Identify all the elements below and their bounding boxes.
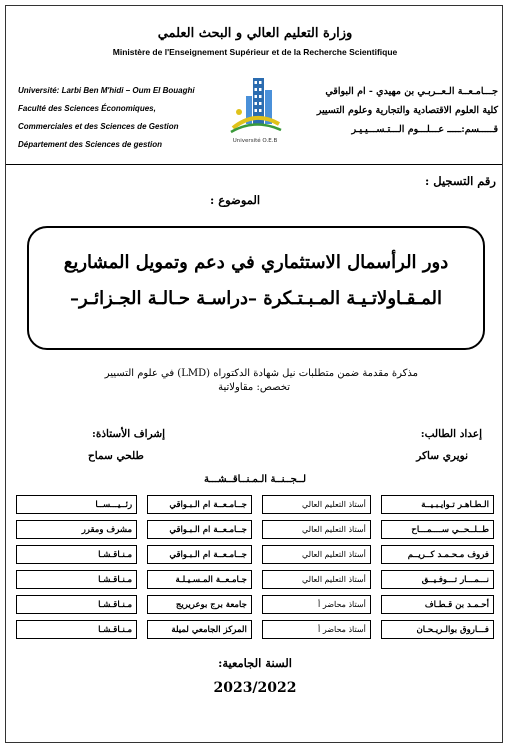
thesis-title-box — [27, 226, 485, 350]
cell-gap — [371, 620, 381, 639]
cell-gap — [252, 620, 262, 639]
committee-member-name: طــلــحــي ســــمـــاح — [381, 520, 494, 539]
cell-gap — [371, 595, 381, 614]
committee-row — [16, 495, 494, 514]
committee-university: جامعة برج بوعريريج — [147, 595, 251, 614]
committee-university: جــامـعــة ام الـبـواقي — [147, 520, 251, 539]
university-info-arabic — [298, 86, 498, 143]
prepared-by-label: إعداد الطالب: — [420, 428, 482, 440]
committee-role: مـنـاقـشـا — [16, 570, 137, 589]
committee-label: لــجــنــة الـمـنــاقــشـــة — [203, 474, 307, 485]
university-name-fr: Université: Larbi Ben M'hidi – Oum El Bouaghi — [18, 86, 195, 95]
thesis-title-line-1: دور الرأسمال الاستثماري في دعم وتمويل المشاريع — [63, 252, 449, 273]
cell-gap — [371, 520, 381, 539]
ministry-arabic: وزارة التعليم العالي و البحث العلمي — [157, 26, 353, 41]
academic-year-label: السنة الجامعية: — [218, 656, 292, 670]
committee-rank: أستاذ التعليم العالي — [262, 495, 371, 514]
faculty-name-fr-2: Commerciales et des Sciences de Gestion — [18, 122, 179, 131]
committee-member-name: أحـمـد بن قـطـاف — [381, 595, 494, 614]
committee-university: جــامـعــة ام الـبـواقي — [147, 495, 251, 514]
committee-rank: أستاذ محاضر أ — [262, 620, 371, 639]
cell-gap — [252, 520, 262, 539]
cell-gap — [137, 545, 147, 564]
faculty-name-fr: Faculté des Sciences Économiques, — [18, 104, 156, 113]
cell-gap — [252, 495, 262, 514]
academic-year: 2023/2022 — [213, 680, 297, 696]
university-logo-icon — [225, 72, 285, 152]
committee-university: جــامـعــة ام الـبـواقي — [147, 545, 251, 564]
cell-gap — [137, 595, 147, 614]
department-name-fr: Département des Sciences de gestion — [18, 140, 163, 149]
committee-rank: أستاذ محاضر أ — [262, 595, 371, 614]
committee-university: جـامـعــة المـسـيـلـة — [147, 570, 251, 589]
committee-row — [16, 520, 494, 539]
committee-role: رئــيـــســا — [16, 495, 137, 514]
cell-gap — [371, 570, 381, 589]
thesis-description: مذكرة مقدمة ضمن متطلبات نيل شهادة الدكتوراه (LMD) في علوم التسيير — [104, 368, 418, 379]
committee-rank: أستاذ التعليم العالي — [262, 520, 371, 539]
faculty-name-ar: كلية العلوم الاقتصادية والتجارية وعلوم التسيير — [316, 105, 498, 116]
header-divider — [6, 164, 502, 165]
logo-text: Université O.E.B — [232, 138, 278, 144]
university-name-ar: جـــامـعــة الـعــربـي بن مهيدي - ام البواقي — [325, 86, 498, 97]
committee-member-name: فـــاروق بوالـريـحـان — [381, 620, 494, 639]
ministry-french: Ministère de l'Enseignement Supérieur et de la Recherche Scientifique — [112, 47, 398, 57]
cell-gap — [371, 545, 381, 564]
cell-gap — [137, 620, 147, 639]
committee-rank: أستاذ التعليم العالي — [262, 570, 371, 589]
thesis-specialty: تخصص: مقاولاتية — [218, 382, 290, 393]
committee-rank: أستاذ التعليم العالي — [262, 545, 371, 564]
student-name: نويري ساكر — [416, 450, 468, 462]
registration-number-label: رقم التسجيل : — [425, 174, 496, 188]
cell-gap — [252, 595, 262, 614]
committee-row — [16, 620, 494, 639]
subject-label: الموضوع : — [210, 193, 261, 207]
committee-member-name: الـطـاهـر تـوايـبـيــة — [381, 495, 494, 514]
committee-row — [16, 595, 494, 614]
committee-role: مـنـاقـشـا — [16, 545, 137, 564]
cell-gap — [371, 495, 381, 514]
committee-university: المركز الجامعي لميلة — [147, 620, 251, 639]
committee-role: مـنـاقـشـا — [16, 595, 137, 614]
cell-gap — [137, 570, 147, 589]
cell-gap — [137, 495, 147, 514]
committee-table — [16, 495, 494, 645]
department-name-ar: قـــــسم:ـــــ عـــلـــوم الـــتـســـيـيـر — [351, 124, 498, 135]
committee-row — [16, 545, 494, 564]
thesis-title-line-2: المـقـاولاتـيـة المـبـتـكرة –دراسـة حـالـة الجـزائـر– — [69, 288, 443, 309]
cell-gap — [252, 570, 262, 589]
committee-row — [16, 570, 494, 589]
supervisor-label: إشراف الأستاذة: — [92, 428, 166, 440]
cell-gap — [137, 520, 147, 539]
committee-member-name: فروف مـحـمـد كــريــم — [381, 545, 494, 564]
committee-member-name: نـــمـــار تـــوفـيــق — [381, 570, 494, 589]
supervisor-name: طلحي سماح — [88, 450, 144, 462]
university-info-french — [18, 86, 218, 158]
cell-gap — [252, 545, 262, 564]
committee-role: مـنـاقـشـا — [16, 620, 137, 639]
committee-role: مشرف ومقرر — [16, 520, 137, 539]
